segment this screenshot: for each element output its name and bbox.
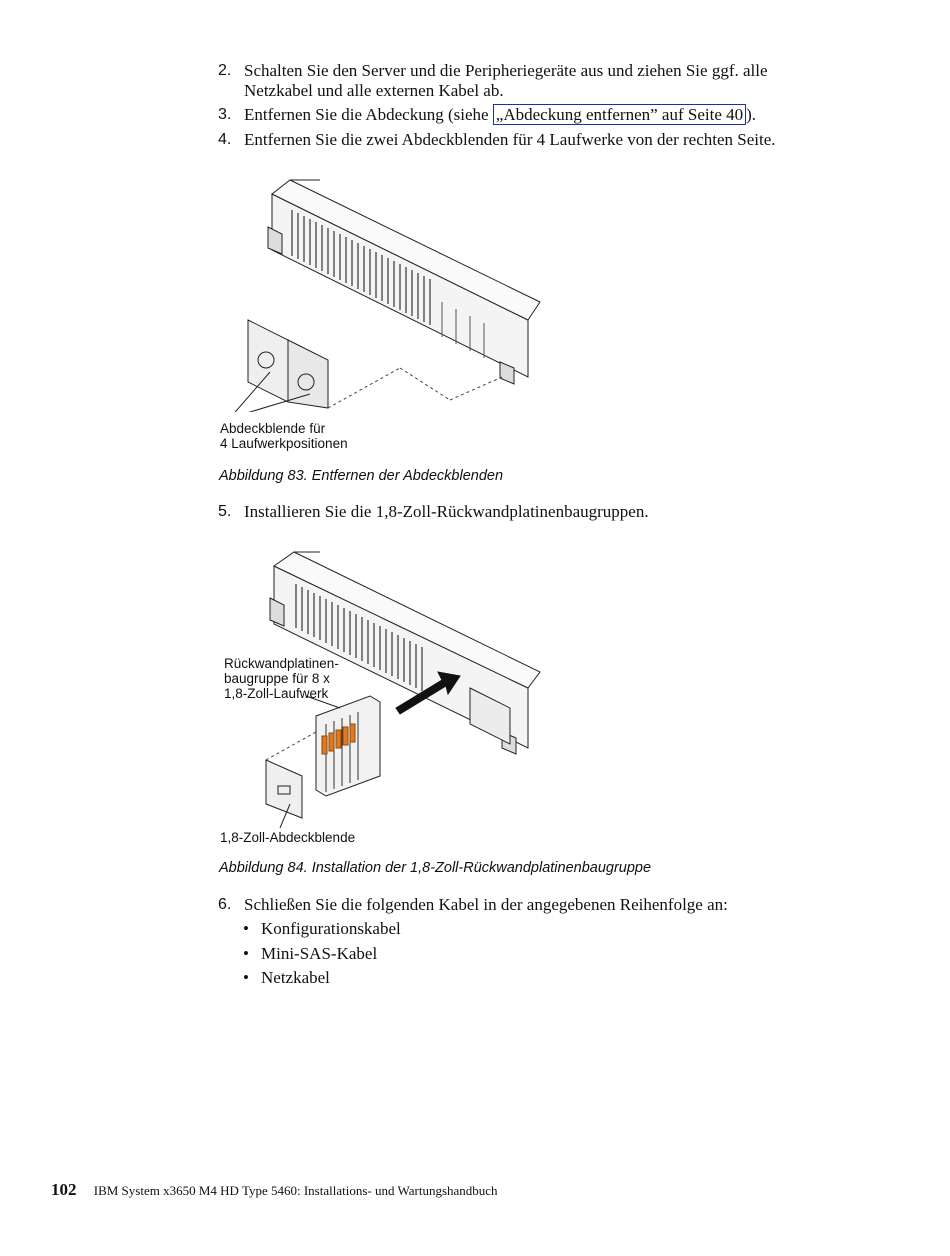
figure-84-callout-backplane: [224, 656, 339, 701]
step-text: Schalten Sie den Server und die Peripheriegeräte aus und ziehen Sie ggf. alle Netzkabel und alle externen Kabel ab.: [244, 61, 768, 100]
step-4: [218, 130, 838, 150]
callout-line: 1,8-Zoll-Laufwerk: [224, 686, 329, 701]
list-item: [243, 968, 330, 988]
callout-line: baugruppe für 8 x: [224, 671, 330, 686]
figure-83-illustration: [210, 172, 550, 412]
step-number: 4.: [218, 131, 232, 148]
figure-84-callout-filler: 1,8-Zoll-Abdeckblende: [220, 830, 356, 845]
step-text: Installieren Sie die 1,8-Zoll-Rückwandplatinenbaugruppen.: [244, 502, 649, 521]
callout-line: Rückwandplatinen-: [224, 656, 339, 671]
step-5: [218, 502, 838, 522]
step-text: Schließen Sie die folgenden Kabel in der angegebenen Reihenfolge an:: [244, 895, 728, 914]
list-item: [243, 944, 377, 964]
step-text: [244, 105, 838, 125]
cross-reference-link[interactable]: „Abdeckung entfernen” auf Seite 40: [493, 104, 746, 125]
figure-83-callout: [220, 421, 348, 451]
list-item-text: Netzkabel: [261, 968, 330, 987]
step-number: 3.: [218, 106, 232, 123]
footer-title: IBM System x3650 M4 HD Type 5460: Installations- und Wartungshandbuch: [93, 1183, 498, 1198]
step-number: 6.: [218, 896, 232, 913]
list-item-text: Mini-SAS-Kabel: [261, 944, 378, 963]
step-number: 5.: [218, 503, 232, 520]
step-text-after: ).: [746, 105, 757, 124]
bullet-icon: •: [243, 919, 249, 938]
callout-line: Abdeckblende für: [220, 421, 326, 436]
page-number: 102: [51, 1180, 77, 1199]
list-item: [243, 919, 401, 939]
step-3: [218, 105, 838, 125]
figure-83-caption: Abbildung 83. Entfernen der Abdeckblenden: [219, 468, 504, 484]
step-text-before: Entfernen Sie die Abdeckung (siehe: [244, 105, 493, 124]
step-6: [218, 895, 838, 915]
bullet-icon: •: [243, 944, 249, 963]
callout-line: 4 Laufwerkpositionen: [220, 436, 348, 451]
list-item-text: Konfigurationskabel: [261, 919, 401, 938]
figure-84-caption: Abbildung 84. Installation der 1,8-Zoll-Rückwandplatinenbaugruppe: [219, 860, 652, 876]
page-footer: [51, 1180, 498, 1200]
bullet-icon: •: [243, 968, 249, 987]
step-number: 2.: [218, 62, 232, 79]
step-2: [218, 61, 838, 101]
step-text: Entfernen Sie die zwei Abdeckblenden für 4 Laufwerke von der rechten Seite.: [244, 130, 776, 149]
